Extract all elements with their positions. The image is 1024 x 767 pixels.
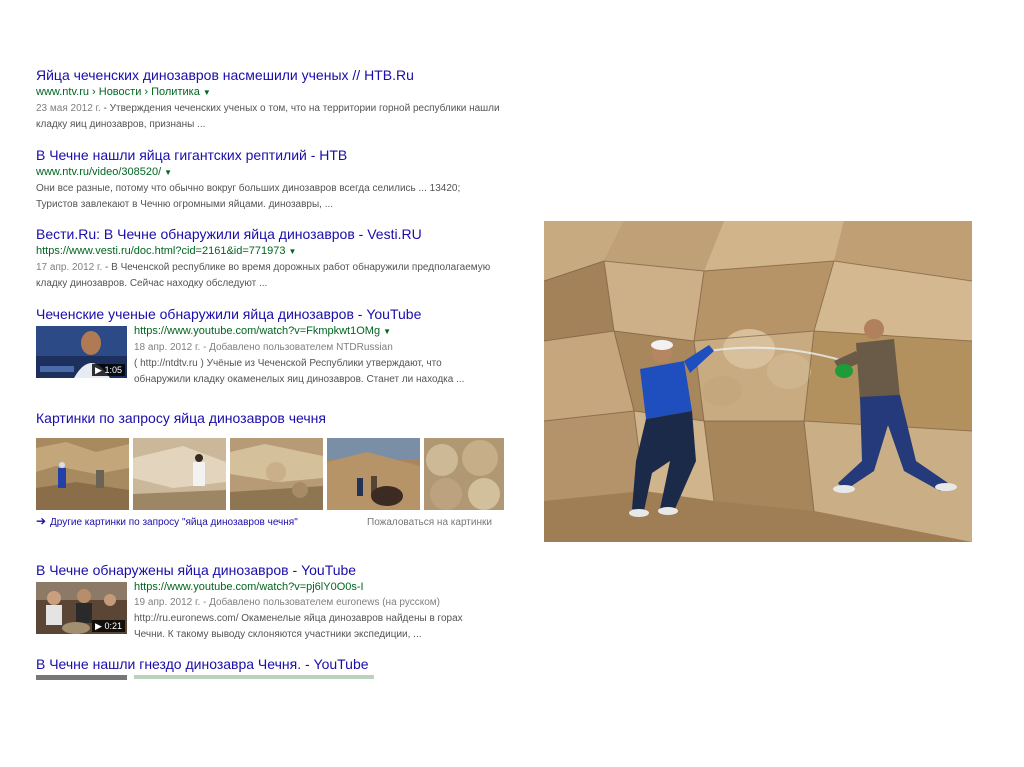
video-body <box>134 578 463 642</box>
video-duration: ▶ 0:21 <box>92 620 125 632</box>
video-thumbnail[interactable] <box>36 582 127 634</box>
video-duration: ▶ 1:05 <box>92 364 125 376</box>
result-title-link[interactable]: Вести.Ru: В Чечне обнаружили яйца динозавров - Vesti.RU <box>36 226 422 242</box>
image-thumbnail[interactable] <box>327 438 420 510</box>
caret-down-icon[interactable]: ▼ <box>288 247 297 256</box>
result-snippet: 23 мая 2012 г. - Утверждения чеченских ученых о том, что на территории горной республики нашли <box>36 103 500 114</box>
image-thumbnail[interactable] <box>36 438 129 510</box>
result-snippet: кладку яиц динозавров, признаны ... <box>36 119 206 130</box>
image-thumbnail[interactable] <box>133 438 226 510</box>
result-url[interactable]: https://www.youtube.com/watch?v=Fkmpkwt1OMg ▼ <box>134 325 391 337</box>
result-snippet: кладку динозавров. Сейчас находку обследуют ... <box>36 278 268 289</box>
result-snippet: 17 апр. 2012 г. - В Чеченской республике во время дорожных работ обнаружили предполагаемую <box>36 262 491 273</box>
result-snippet: ( http://ntdtv.ru ) Учёные из Чеченской Республики утверждают, что <box>134 358 442 369</box>
arrow-right-icon: ➔ <box>36 514 47 528</box>
large-photo[interactable] <box>544 221 972 542</box>
video-result <box>36 656 516 680</box>
video-body <box>134 322 464 387</box>
caret-down-icon[interactable]: ▼ <box>164 168 173 177</box>
result-url[interactable] <box>134 675 374 679</box>
result-snippet: Туристов завлекают в Чечню огромными яйцами. динозавры, ... <box>36 199 334 210</box>
result-url[interactable]: www.ntv.ru › Новости › Политика ▼ <box>36 86 211 98</box>
video-meta: 18 апр. 2012 г. - Добавлено пользователем NTDRussian <box>134 342 393 353</box>
images-section <box>36 410 516 426</box>
video-meta: 19 апр. 2012 г. - Добавлено пользователем euronews (на русском) <box>134 597 441 608</box>
result-url[interactable]: https://www.youtube.com/watch?v=pj6lY0O0s-I <box>134 581 364 593</box>
result-title-link[interactable]: Яйца чеченских динозавров насмешили ученых // НТВ.Ru <box>36 67 414 83</box>
result-snippet: Чечни. К такому выводу склоняются участники экспедиции, ... <box>134 629 422 640</box>
result-snippet: Они все разные, потому что обычно вокруг больших динозавров всегда селились ... 13420; <box>36 183 461 194</box>
video-result <box>36 562 516 640</box>
result-snippet: обнаружили кладку окаменелых яиц динозавров. Станет ли находка ... <box>134 374 465 385</box>
more-images-link[interactable]: ➔ Другие картинки по запросу "яйца динозавров чечня" <box>36 514 298 528</box>
caret-down-icon[interactable]: ▼ <box>202 88 211 97</box>
result-title-link[interactable]: Чеченские ученые обнаружили яйца динозавров - YouTube <box>36 306 422 322</box>
search-result <box>36 226 516 291</box>
report-images-link[interactable]: Пожаловаться на картинки <box>367 517 492 528</box>
search-result <box>36 147 516 212</box>
image-thumbnail[interactable] <box>230 438 323 510</box>
image-strip <box>36 438 504 510</box>
result-title-link[interactable]: В Чечне нашли гнездо динозавра Чечня. - YouTube <box>36 656 369 672</box>
result-title-link[interactable]: В Чечне обнаружены яйца динозавров - YouTube <box>36 562 357 578</box>
result-url[interactable]: www.ntv.ru/video/308520/ ▼ <box>36 166 173 178</box>
search-result <box>36 67 516 132</box>
image-thumbnail[interactable] <box>424 438 504 510</box>
result-snippet: http://ru.euronews.com/ Окаменелые яйца динозавров найдены в горах <box>134 613 463 624</box>
result-url[interactable]: https://www.vesti.ru/doc.html?cid=2161&id=771973 ▼ <box>36 245 297 257</box>
images-heading-link[interactable]: Картинки по запросу яйца динозавров чечня <box>36 410 326 426</box>
video-thumbnail[interactable] <box>36 675 127 680</box>
video-thumbnail[interactable] <box>36 326 127 378</box>
video-result <box>36 306 516 385</box>
result-title-link[interactable]: В Чечне нашли яйца гигантских рептилий - НТВ <box>36 147 348 163</box>
caret-down-icon[interactable]: ▼ <box>383 327 391 336</box>
